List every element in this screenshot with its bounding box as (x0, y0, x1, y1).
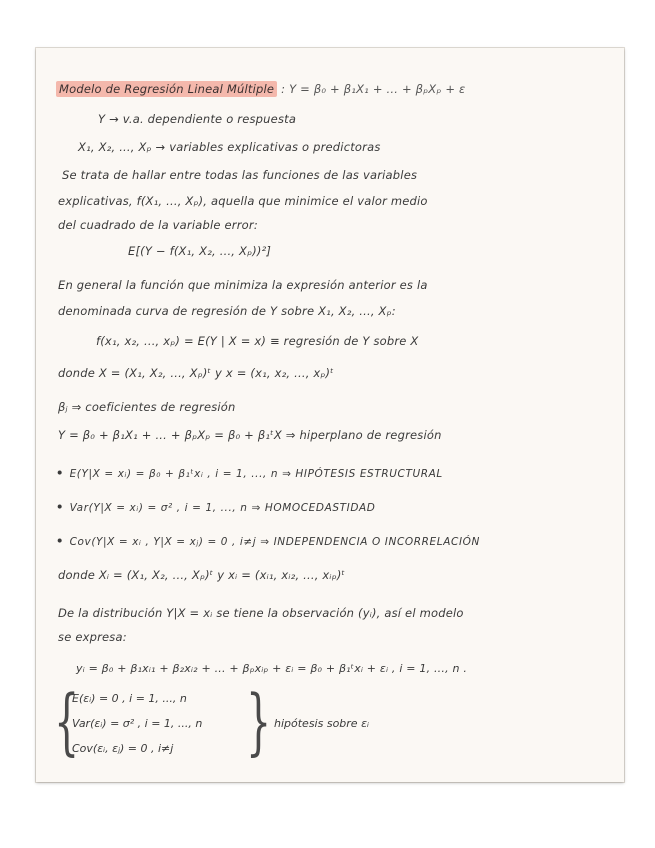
model-equation: yᵢ = β₀ + β₁xᵢ₁ + β₂xᵢ₂ + ... + βₚxᵢₚ + εᵢ = β₀ + β₁ᵗxᵢ + εᵢ , i = 1, ..., n . (76, 662, 468, 675)
right-brace: } (246, 679, 272, 763)
formula-line: f(x₁, x₂, ..., xₚ) = E(Y | X = x) ≡ regresión de Y sobre X (96, 334, 419, 348)
text-line: De la distribución Y|X = xᵢ se tiene la observación (yᵢ), así el modelo (58, 606, 464, 620)
bullet-item (56, 466, 443, 480)
text-line: Se trata de hallar entre todas las funciones de las variables (62, 168, 418, 182)
system-line: E(εᵢ) = 0 , i = 1, ..., n (72, 692, 187, 705)
bullet-item (56, 534, 480, 548)
text-line: explicativas, f(X₁, ..., Xₚ), aquella que minimice el valor medio (58, 194, 428, 208)
text-line: denominada curva de regresión de Y sobre X₁, X₂, ..., Xₚ: (58, 304, 396, 318)
formula-line: E[(Y − f(X₁, X₂, ..., Xₚ))²] (128, 244, 272, 258)
formula-line: Y = β₀ + β₁X₁ + ... + βₚXₚ = β₀ + β₁ᵗX ⇒ hiperplano de regresión (58, 428, 442, 442)
text-line: Y → v.a. dependiente o respuesta (98, 112, 297, 126)
text-line: X₁, X₂, ..., Xₚ → variables explicativas o predictoras (78, 140, 381, 154)
title-highlight: Modelo de Regresión Lineal Múltiple (56, 81, 277, 97)
bullet-text: E(Y|X = xᵢ) = β₀ + β₁ᵗxᵢ , i = 1, ..., n ⇒ HIPÓTESIS ESTRUCTURAL (69, 468, 443, 480)
bullet-text: Var(Y|X = xᵢ) = σ² , i = 1, ..., n ⇒ HOMOCEDASTIDAD (69, 502, 376, 514)
hypothesis-system (54, 679, 434, 766)
system-line: Var(εᵢ) = σ² , i = 1, ..., n (72, 717, 203, 730)
text-line: donde X = (X₁, X₂, ..., Xₚ)ᵗ y x = (x₁, x₂, ..., xₚ)ᵗ (58, 366, 334, 380)
bullet-text: Cov(Y|X = xᵢ , Y|X = xⱼ) = 0 , i≠j ⇒ INDEPENDENCIA O INCORRELACIÓN (69, 536, 480, 548)
bullet-marker: • (56, 534, 64, 548)
text-line: donde Xᵢ = (X₁, X₂, ..., Xₚ)ᵗ y xᵢ = (xᵢ₁, xᵢ₂, ..., xᵢₚ)ᵗ (58, 568, 346, 582)
text-line: del cuadrado de la variable error: (58, 218, 258, 232)
text-line: βⱼ ⇒ coeficientes de regresión (58, 400, 236, 414)
text-line: se expresa: (58, 630, 127, 644)
page-title (56, 82, 465, 96)
left-brace: { (54, 679, 80, 763)
notebook-page (36, 48, 624, 782)
system-note: hipótesis sobre εᵢ (274, 717, 369, 730)
text-line: En general la función que minimiza la expresión anterior es la (58, 278, 428, 292)
system-line: Cov(εᵢ, εⱼ) = 0 , i≠j (72, 742, 174, 755)
title-equation: : Y = β₀ + β₁X₁ + ... + βₚXₚ + ε (281, 82, 466, 96)
bullet-marker: • (56, 466, 64, 480)
bullet-item (56, 500, 376, 514)
bullet-marker: • (56, 500, 64, 514)
